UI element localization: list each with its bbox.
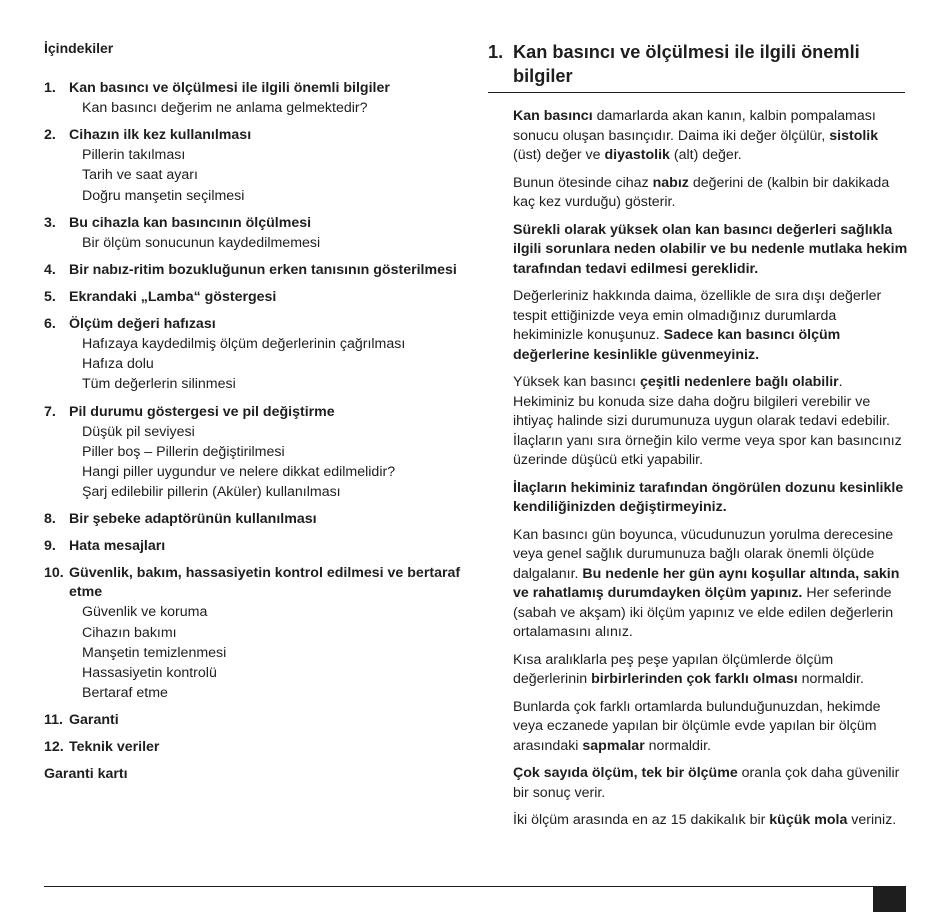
toc-subentry: Piller boş – Pillerin değiştirilmesi <box>82 443 285 460</box>
body-paragraph <box>513 811 908 831</box>
toc-entry-text: Garanti kartı <box>44 766 128 783</box>
body-paragraph <box>513 174 908 213</box>
toc-entry-title <box>44 214 464 233</box>
toc-entry <box>44 214 464 253</box>
emphasis-text: Çok sayıda ölçüm, tek bir ölçüme <box>513 765 738 781</box>
toc-subentry: Manşetin temizlenmesi <box>82 644 227 661</box>
body-text: damarlarda akan kanın, kalbin pompalaması sonucu oluşan basınçıdır. Daima iki değer ölçülür, <box>513 108 876 144</box>
toc-entry-text: Kan basıncı ve ölçülmesi ile ilgili önemli bilgiler <box>69 80 390 96</box>
body-paragraph <box>513 526 908 643</box>
toc-entry-title <box>44 738 464 757</box>
toc-subentry: Güvenlik ve koruma <box>82 604 208 621</box>
body-text: Kısa aralıklarla peş peşe yapılan ölçümlerde ölçüm değerlerinin <box>513 651 834 687</box>
toc-entry-text: Cihazın ilk kez kullanılması <box>69 127 252 144</box>
toc-entry-number: 1. <box>44 80 56 96</box>
body-paragraph <box>513 764 908 803</box>
toc-subentry: Hangi piller uygundur ve nelere dikkat edilmelidir? <box>82 464 396 481</box>
body-text: (alt) değer. <box>669 147 742 163</box>
section-content <box>488 40 908 839</box>
toc-entry-title <box>44 537 464 556</box>
toc-entry-title <box>44 765 464 784</box>
toc-entry-text: Güvenlik, bakım, hassasiyetin kontrol edilmesi ve bertaraf etme <box>69 565 461 601</box>
body-paragraph <box>513 479 908 518</box>
emphasis-text: Bu nedenle her gün aynı koşullar altında, sakin ve rahatlamış durumdayken ölçüm yapınız. <box>513 565 900 601</box>
toc-entry-number: 3. <box>44 214 56 231</box>
toc-subentry: Cihazın bakımı <box>82 624 177 641</box>
body-paragraph <box>513 287 908 365</box>
toc-subentry: Tarih ve saat ayarı <box>82 167 198 184</box>
toc-entry-title <box>44 510 464 529</box>
toc-entry <box>44 288 464 307</box>
emphasis-text: nabız <box>652 174 689 191</box>
section-body <box>488 93 908 831</box>
body-text: Her seferinde (sabah ve akşam) iki ölçüm yapınız ve elde edilen değerlerin ortalamasını alınız. <box>513 585 894 640</box>
emphasis-text: Sürekli olarak yüksek olan kan basıncı değerleri sağlıkla ilgili sorunlara neden olabilir ve bu nedenle mutlaka hekim tarafından tedavi edilmesi gereklidir. <box>513 221 908 277</box>
body-text: . Hekiminiz bu konuda size daha doğru bilgileri verebilir ve ihtiyaç halinde sizi durumunuza uygun olarak tedavi edebilir. İlaçların yanı sıra örneğin kilo verme veya spor kan basıncınız üzerinde düşücü etki yapabilir. <box>513 374 902 468</box>
toc-entry-text: Ekrandaki „Lamba“ göstergesi <box>69 289 277 306</box>
toc-entry-number: 7. <box>44 403 56 420</box>
toc-entry-number: 4. <box>44 262 56 279</box>
toc-subentry: Tüm değerlerin silinmesi <box>82 376 236 393</box>
toc-subentry: Pillerin takılması <box>82 147 186 164</box>
toc-entry <box>44 510 464 529</box>
toc-subentry: Doğru manşetin seçilmesi <box>82 187 245 204</box>
emphasis-text: çeşitli nedenlere bağlı olabilir <box>639 374 839 390</box>
emphasis-text: diyastolik <box>604 147 670 163</box>
toc-entry-title <box>44 315 464 334</box>
emphasis-text: Kan basıncı <box>513 108 593 124</box>
toc-subentry: Hassasiyetin kontrolü <box>82 665 217 682</box>
emphasis-text: küçük mola <box>769 812 848 828</box>
emphasis-text: sapmalar <box>582 737 645 754</box>
body-text: Değerleriniz hakkında daima, özellikle de sıra dışı değerler tespit ettiğinizde veya emin olmadığınız durumlarda hekiminizle konuşunuz. <box>513 288 882 343</box>
toc-entry-number: 6. <box>44 316 56 333</box>
body-text: Bunlarda çok farklı ortamlarda bulunduğunuzdan, hekimde veya eczanede yapılan bir ölçümle evde yapılan bir ölçüm arasındaki <box>513 698 881 754</box>
toc-heading: İçindekiler <box>44 40 114 56</box>
table-of-contents <box>44 40 464 792</box>
toc-entry-text: Teknik veriler <box>69 739 160 756</box>
toc-entry-text: Ölçüm değeri hafızası <box>69 316 216 333</box>
toc-entry <box>44 261 464 280</box>
toc-subentry: Hafıza dolu <box>82 356 154 373</box>
body-paragraph <box>513 698 908 757</box>
emphasis-text: birbirlerinden çok farklı olması <box>591 671 798 687</box>
emphasis-text: sistolik <box>829 127 879 144</box>
body-text: değerini de (kalbin bir dakikada kaç kez vurduğu) gösterir. <box>513 174 890 210</box>
emphasis-text: İlaçların hekiminiz tarafından öngörülen dozunu kesinlikle kendiliğinizden değiştirmeyiniz. <box>513 479 904 515</box>
body-text: Yüksek kan basıncı <box>513 374 640 390</box>
body-text: Kan basıncı gün boyunca, vücudunuzun yorulma derecesine veya genel sağlık durumunuza bağlı olarak önemli ölçüde dalgalanır. <box>513 526 894 582</box>
body-text: oranla çok daha güvenilir bir sonuç verir. <box>513 765 900 801</box>
toc-entry-number: 9. <box>44 538 56 555</box>
toc-entry-text: Hata mesajları <box>69 538 166 555</box>
toc-entry-number: 12. <box>44 739 64 756</box>
body-paragraph <box>513 107 908 166</box>
toc-entry-text: Bu cihazla kan basıncının ölçülmesi <box>69 214 312 231</box>
toc-entry-number: 2. <box>44 127 56 144</box>
toc-entry-title <box>44 403 464 422</box>
toc-entry-number: 5. <box>44 289 56 306</box>
toc-entry-text: Pil durumu göstergesi ve pil değiştirme <box>69 403 335 420</box>
toc-subentry: Bertaraf etme <box>82 685 168 702</box>
body-text: Bunun ötesinde cihaz <box>513 174 653 191</box>
body-text: veriniz. <box>847 812 897 828</box>
section-title: Kan basıncı ve ölçülmesi ile ilgili önemli bilgiler <box>513 42 860 86</box>
toc-entry-title <box>44 288 464 307</box>
toc-entry-title <box>44 564 464 602</box>
body-text: (üst) değer ve <box>513 147 605 163</box>
footer-divider <box>44 886 906 887</box>
toc-entry-title <box>44 711 464 730</box>
body-text: İki ölçüm arasında en az 15 dakikalık bir <box>513 812 770 828</box>
body-text: normaldir. <box>644 737 711 754</box>
toc-entry <box>44 765 464 784</box>
body-paragraph <box>513 651 908 690</box>
toc-subentry: Kan basıncı değerim ne anlama gelmektedir? <box>82 100 368 116</box>
section-heading <box>488 40 908 88</box>
toc-entry <box>44 315 464 395</box>
toc-entry <box>44 79 464 118</box>
toc-entry-text: Garanti <box>69 712 119 729</box>
toc-entry <box>44 403 464 503</box>
toc-entry-text: Bir nabız-ritim bozukluğunun erken tanısının gösterilmesi <box>69 262 457 279</box>
toc-subentry: Hafızaya kaydedilmiş ölçüm değerlerinin çağrılması <box>82 336 406 353</box>
toc-entry-text: Bir şebeke adaptörünün kullanılması <box>69 511 317 528</box>
toc-entry <box>44 564 464 703</box>
body-text: normaldir. <box>797 671 864 687</box>
toc-entry <box>44 711 464 730</box>
toc-entry-number: 11. <box>44 712 63 729</box>
toc-entry-title <box>44 79 464 98</box>
toc-subentry: Bir ölçüm sonucunun kaydedilmemesi <box>82 234 321 251</box>
toc-entry-number: 8. <box>44 511 56 528</box>
page-tab-marker <box>873 886 906 912</box>
emphasis-text: Sadece kan basıncı ölçüm değerlerine kesinlikle güvenmeyiniz. <box>513 327 841 363</box>
toc-subentry: Şarj edilebilir pillerin (Aküler) kullanılması <box>82 484 341 501</box>
section-number: 1. <box>488 42 504 62</box>
toc-entry-title <box>44 126 464 145</box>
toc-entry <box>44 537 464 556</box>
body-paragraph <box>513 221 908 280</box>
body-paragraph <box>513 373 908 471</box>
toc-entry-title <box>44 261 464 280</box>
toc-entry <box>44 126 464 206</box>
toc-entry-number: 10. <box>44 565 64 582</box>
toc-subentry: Düşük pil seviyesi <box>82 423 195 440</box>
toc-entry <box>44 738 464 757</box>
toc-list <box>44 79 464 784</box>
